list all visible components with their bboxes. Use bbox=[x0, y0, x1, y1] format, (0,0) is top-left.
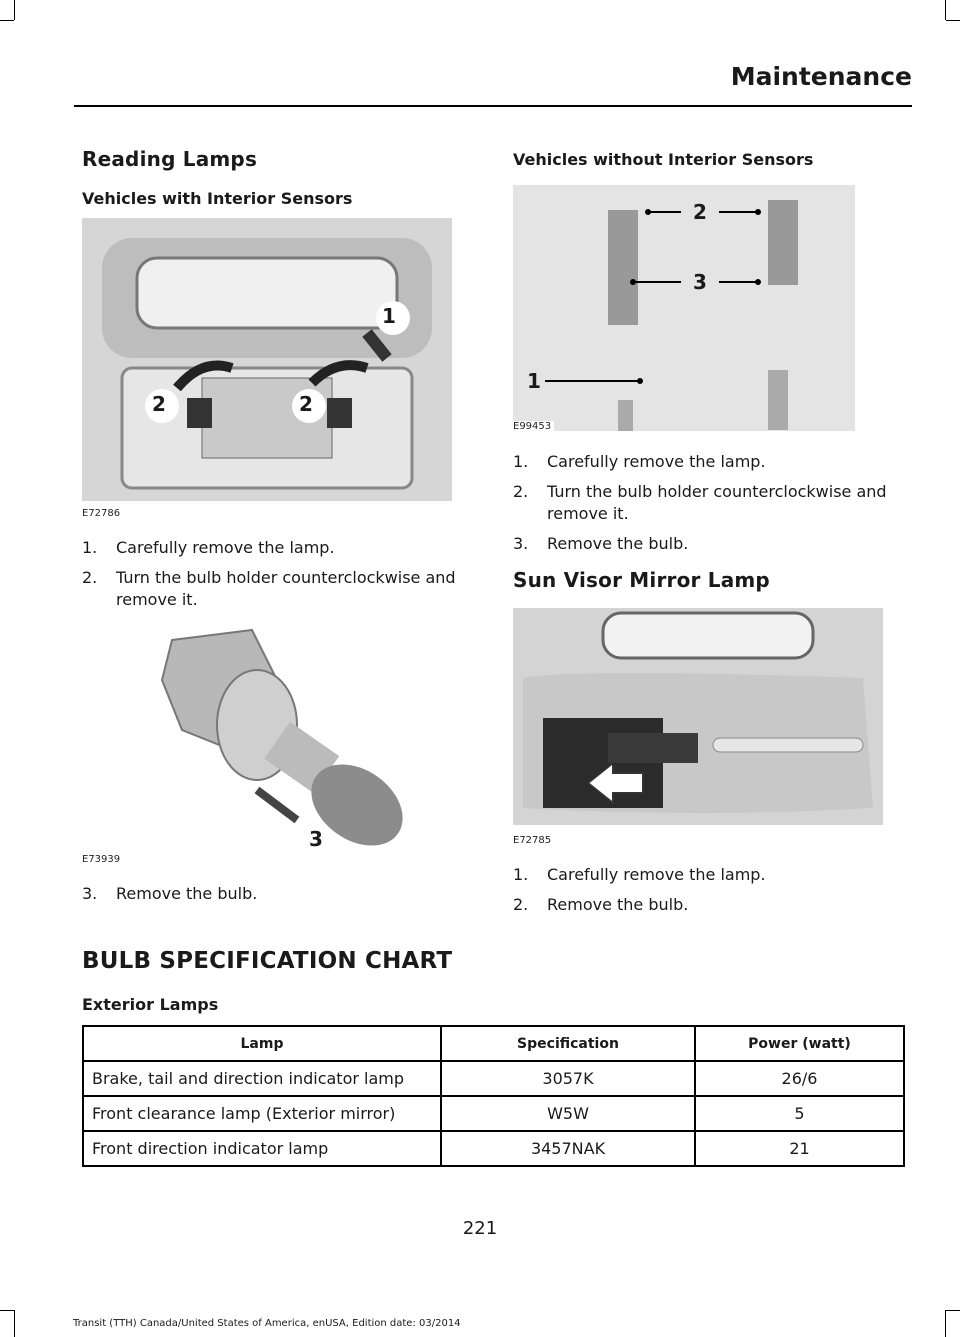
callout-label: 3 bbox=[309, 827, 323, 851]
step-number: 3. bbox=[513, 534, 529, 553]
crop-mark bbox=[946, 20, 960, 21]
header-divider bbox=[74, 105, 912, 107]
table-header-row bbox=[83, 1026, 904, 1061]
list-item bbox=[513, 481, 913, 525]
table-cell: Front direction indicator lamp bbox=[83, 1131, 441, 1166]
column-header: Power (watt) bbox=[695, 1026, 904, 1061]
step-text: Turn the bulb holder counterclockwise and remove it. bbox=[116, 568, 456, 609]
steps-list bbox=[513, 451, 913, 563]
figure-code: E72785 bbox=[513, 835, 552, 846]
step-number: 1. bbox=[82, 538, 98, 557]
figure-code: E99453 bbox=[513, 421, 554, 432]
step-text: Turn the bulb holder counterclockwise and remove it. bbox=[547, 482, 887, 523]
table-cell: 26/6 bbox=[695, 1061, 904, 1096]
figure-code: E73939 bbox=[82, 854, 121, 865]
figure-bulb-holder bbox=[82, 620, 452, 855]
table-row bbox=[83, 1061, 904, 1096]
figure-reading-lamp-without-sensors bbox=[513, 185, 855, 431]
steps-list bbox=[513, 864, 913, 924]
step-text: Carefully remove the lamp. bbox=[547, 865, 766, 884]
bulb-chart-subtitle: Exterior Lamps bbox=[82, 995, 219, 1014]
crop-mark bbox=[0, 1310, 14, 1311]
step-number: 2. bbox=[513, 482, 529, 501]
bulb-spec-table bbox=[82, 1025, 905, 1167]
page-number: 221 bbox=[462, 1218, 498, 1239]
step-text: Carefully remove the lamp. bbox=[116, 538, 335, 557]
list-item bbox=[513, 864, 913, 886]
table-cell: Front clearance lamp (Exterior mirror) bbox=[83, 1096, 441, 1131]
crop-mark bbox=[0, 20, 14, 21]
column-header: Specification bbox=[441, 1026, 695, 1061]
step-number: 1. bbox=[513, 865, 529, 884]
table-cell: W5W bbox=[441, 1096, 695, 1131]
list-item bbox=[513, 451, 913, 473]
column-header: Lamp bbox=[83, 1026, 441, 1061]
steps-list bbox=[82, 537, 472, 619]
section-title-reading-lamps: Reading Lamps bbox=[82, 147, 258, 171]
step-text: Carefully remove the lamp. bbox=[547, 452, 766, 471]
table-cell: 3457NAK bbox=[441, 1131, 695, 1166]
callout-label: 2 bbox=[152, 392, 166, 416]
table-cell: 21 bbox=[695, 1131, 904, 1166]
table-cell: 5 bbox=[695, 1096, 904, 1131]
table-row bbox=[83, 1096, 904, 1131]
figure-code: E72786 bbox=[82, 508, 121, 519]
crop-mark bbox=[945, 1310, 946, 1337]
crop-mark bbox=[945, 0, 946, 20]
table-row bbox=[83, 1131, 904, 1166]
subtitle-without-sensors: Vehicles without Interior Sensors bbox=[513, 150, 814, 169]
list-item bbox=[513, 894, 913, 916]
step-number: 2. bbox=[513, 895, 529, 914]
callout-label: 1 bbox=[527, 369, 541, 393]
subtitle-with-sensors: Vehicles with Interior Sensors bbox=[82, 189, 353, 208]
step-text: Remove the bulb. bbox=[547, 895, 689, 914]
step-text: Remove the bulb. bbox=[547, 534, 689, 553]
step-number: 1. bbox=[513, 452, 529, 471]
section-title-sun-visor: Sun Visor Mirror Lamp bbox=[513, 568, 770, 592]
step-number: 2. bbox=[82, 568, 98, 587]
callout-label: 2 bbox=[299, 392, 313, 416]
crop-mark bbox=[14, 1310, 15, 1337]
figure-reading-lamp-with-sensors bbox=[82, 218, 452, 501]
edition-footer: Transit (TTH) Canada/United States of America, enUSA, Edition date: 03/2014 bbox=[73, 1318, 461, 1329]
table-cell: 3057K bbox=[441, 1061, 695, 1096]
step-number: 3. bbox=[82, 884, 98, 903]
table-cell: Brake, tail and direction indicator lamp bbox=[83, 1061, 441, 1096]
list-item bbox=[82, 883, 472, 905]
steps-list bbox=[82, 883, 472, 913]
callout-label: 3 bbox=[693, 270, 707, 294]
page-header-title: Maintenance bbox=[730, 62, 912, 91]
callout-label: 1 bbox=[382, 304, 396, 328]
callout-label: 2 bbox=[693, 200, 707, 224]
figure-sun-visor-lamp bbox=[513, 608, 883, 825]
step-text: Remove the bulb. bbox=[116, 884, 258, 903]
list-item bbox=[82, 567, 472, 611]
list-item bbox=[82, 537, 472, 559]
list-item bbox=[513, 533, 913, 555]
crop-mark bbox=[946, 1310, 960, 1311]
crop-mark bbox=[14, 0, 15, 20]
bulb-chart-title: BULB SPECIFICATION CHART bbox=[82, 948, 453, 974]
